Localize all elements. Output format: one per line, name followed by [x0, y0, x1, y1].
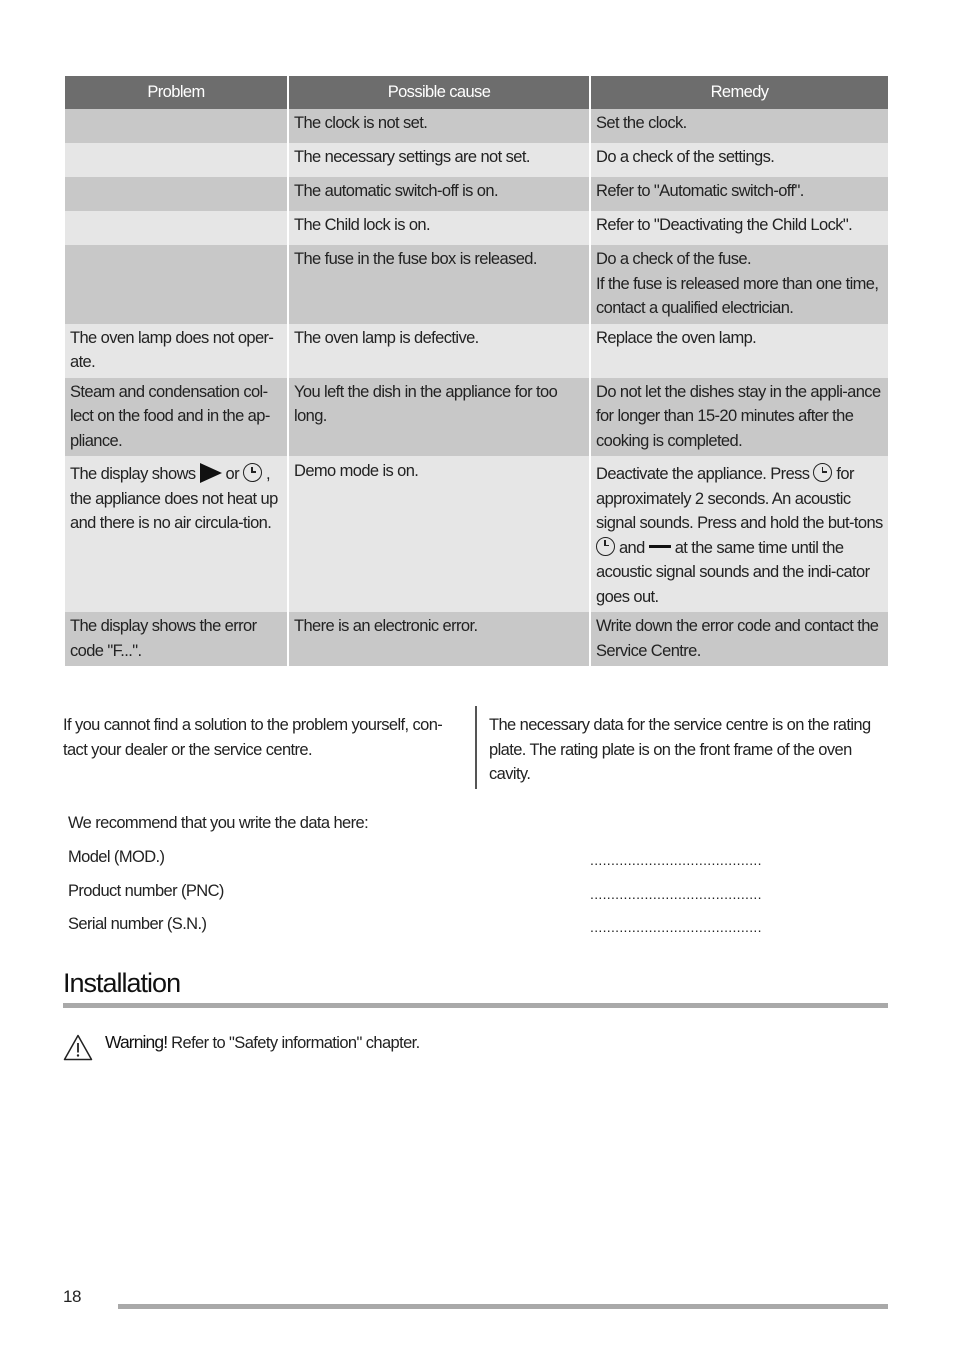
product-number-blank-field: ......................................... — [590, 886, 762, 902]
cause-cell: The fuse in the fuse box is released. — [289, 245, 589, 324]
model-label: Model (MOD.) — [68, 848, 165, 866]
table-row — [65, 324, 888, 378]
cause-cell: The necessary settings are not set. — [289, 143, 589, 177]
troubleshooting-table — [63, 76, 890, 666]
cause-cell: The Child lock is on. — [289, 211, 589, 245]
table-row — [65, 456, 888, 612]
remedy-cell: Do a check of the settings. — [591, 143, 888, 177]
record-intro: We recommend that you write the data here: — [68, 814, 369, 832]
remedy-line: Do a check of the fuse. — [596, 250, 751, 268]
cause-cell: The clock is not set. — [289, 109, 589, 143]
remedy-cell — [591, 245, 888, 324]
product-number-label: Product number (PNC) — [68, 882, 224, 900]
remedy-text: Deactivate the appliance. Press — [596, 465, 810, 483]
minus-icon — [649, 545, 671, 548]
table-row — [65, 612, 888, 666]
cause-cell: Demo mode is on. — [289, 456, 589, 612]
cause-cell: The automatic switch-off is on. — [289, 177, 589, 211]
clock-icon — [596, 537, 615, 556]
warning-triangle-icon — [63, 1034, 93, 1061]
header-remedy: Remedy — [591, 76, 888, 109]
warning-text: Refer to "Safety information" chapter. — [171, 1034, 420, 1052]
problem-text: , the appliance does not heat up and there is no air circula-tion. — [70, 465, 278, 532]
section-title-installation: Installation — [63, 968, 181, 998]
serial-number-blank-field: ......................................... — [590, 919, 762, 935]
column-divider — [475, 706, 477, 789]
model-blank-field: ......................................... — [590, 852, 762, 868]
problem-cell — [65, 177, 287, 211]
page-number: 18 — [63, 1287, 81, 1306]
remedy-cell: Refer to "Deactivating the Child Lock". — [591, 211, 888, 245]
problem-cell — [65, 143, 287, 177]
table-row — [65, 211, 888, 245]
table-header-row — [65, 76, 888, 109]
problem-text: The display shows — [70, 465, 196, 483]
problem-cell: The oven lamp does not oper-ate. — [65, 324, 287, 378]
header-possible-cause: Possible cause — [289, 76, 589, 109]
table-row — [65, 177, 888, 211]
table-row — [65, 109, 888, 143]
cause-cell: There is an electronic error. — [289, 612, 589, 666]
remedy-cell — [591, 456, 888, 612]
remedy-cell: Set the clock. — [591, 109, 888, 143]
section-divider — [63, 1003, 888, 1008]
footer-divider — [118, 1304, 888, 1309]
remedy-cell: Write down the error code and contact the Service Centre. — [591, 612, 888, 666]
table-row — [65, 245, 888, 324]
remedy-line: If the fuse is released more than one time, contact a qualified electrician. — [596, 274, 879, 317]
table-row — [65, 378, 888, 457]
remedy-cell: Refer to "Automatic switch-off". — [591, 177, 888, 211]
service-contact-text: If you cannot find a solution to the problem yourself, con-tact your dealer or the service centre. — [63, 716, 443, 759]
warning-note — [105, 1030, 420, 1055]
play-icon — [200, 463, 222, 483]
problem-cell — [65, 456, 287, 612]
serial-number-label: Serial number (S.N.) — [68, 915, 207, 933]
remedy-text: for approximately 2 seconds. An acoustic signal sounds. Press and hold the but-tons — [596, 465, 883, 532]
problem-cell — [65, 109, 287, 143]
problem-cell: The display shows the error code "F...". — [65, 612, 287, 666]
problem-cell: Steam and condensation col-lect on the food and in the ap-pliance. — [65, 378, 287, 457]
remedy-cell: Replace the oven lamp. — [591, 324, 888, 378]
clock-icon — [243, 463, 262, 482]
cause-cell: The oven lamp is defective. — [289, 324, 589, 378]
problem-cell — [65, 211, 287, 245]
remedy-text: at the same time until the acoustic signal sounds and the indi-cator goes out. — [596, 538, 870, 606]
rating-plate-text: The necessary data for the service centre is on the rating plate. The rating plate is on the front frame of the oven cavity. — [489, 716, 871, 783]
warning-label: Warning! — [105, 1032, 168, 1052]
cause-cell: You left the dish in the appliance for too long. — [289, 378, 589, 457]
remedy-cell: Do not let the dishes stay in the appli-ance for longer than 15-20 minutes after the cooking is completed. — [591, 378, 888, 457]
problem-cell — [65, 245, 287, 324]
problem-text: or — [225, 465, 239, 483]
header-problem: Problem — [65, 76, 287, 109]
table-row — [65, 143, 888, 177]
clock-icon — [813, 463, 832, 482]
remedy-text: and — [618, 538, 645, 557]
